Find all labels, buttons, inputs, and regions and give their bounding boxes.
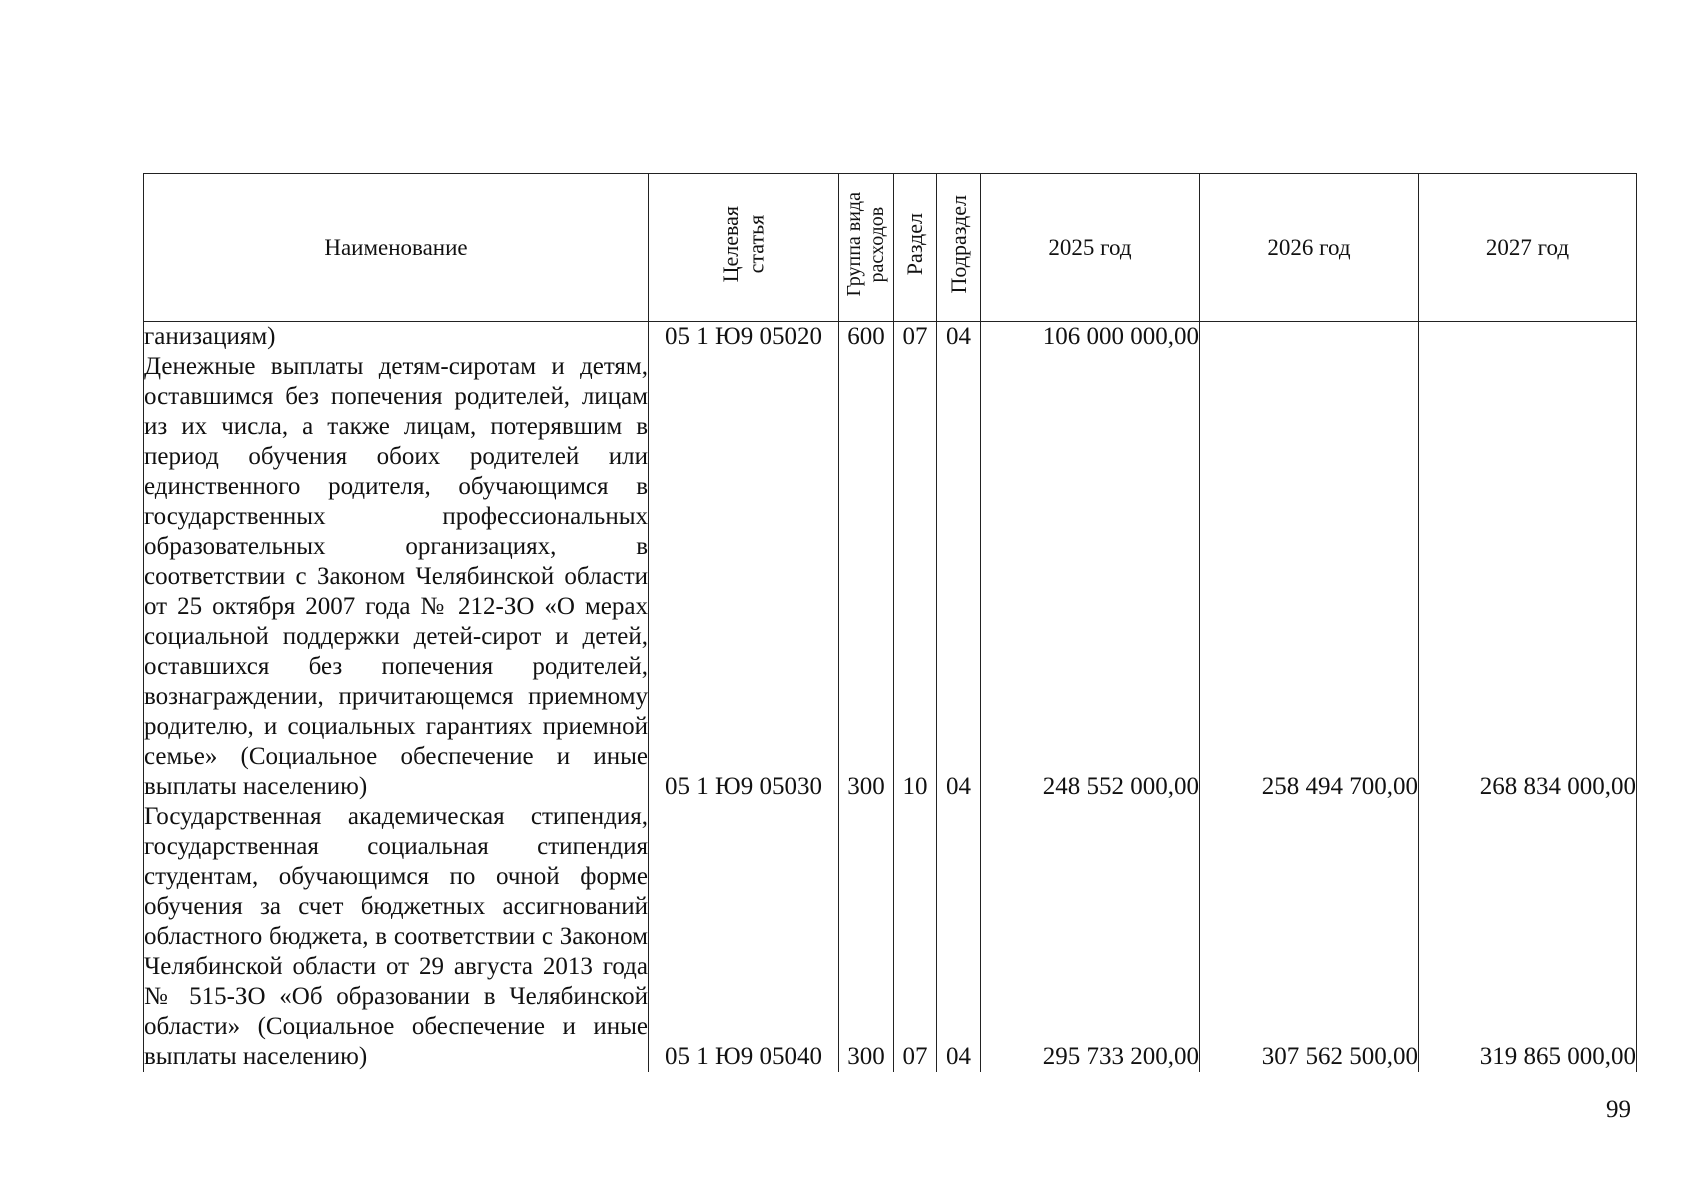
row-amount-2025: 248 552 000,00 — [981, 352, 1200, 802]
page-number: 99 — [1606, 1096, 1631, 1123]
header-2026: 2026 год — [1200, 174, 1419, 322]
row-name: Государственная академическая стипендия, государственная социальная стипендия студентам, обучающимся по очной форме обучения за счет бюджетных ассигнований областного бюджета, в соответствии с Законом Челябинской области от 29 августа 2013 года № 515-ЗО «Об образовании в Челябинской области» (Социальное обеспечение и иные выплаты населению) — [144, 803, 648, 1070]
header-target-article: Целевая статья — [649, 174, 839, 322]
row-expense-group: 300 — [839, 352, 894, 802]
row-amount-2026: 307 562 500,00 — [1200, 802, 1419, 1072]
header-2027: 2027 год — [1419, 174, 1637, 322]
row-amount-2026 — [1200, 322, 1419, 353]
row-amount-2027: 268 834 000,00 — [1419, 352, 1637, 802]
row-section: 10 — [894, 352, 937, 802]
row-name: Денежные выплаты детям-сиротам и детям, оставшимся без попечения родителей, лицам из их числа, а также лицам, потерявшим в период обучения обоих родителей или единственного родителя, обучающимся в государственных профессиональных образовательных организациях, в соответствии с Законом Челябинской области от 25 октября 2007 года № 212-ЗО «О мерах социальной поддержки детей-сирот и детей, оставшихся без попечения родителей, вознаграждении, причитающемся приемному родителю, и социальных гарантиях приемной семье» (Социальное обеспечение и иные выплаты населению) — [144, 353, 648, 800]
budget-table — [143, 173, 1637, 1072]
header-section: Раздел — [894, 174, 937, 322]
table-row — [144, 322, 1637, 353]
row-target-article: 05 1 Ю9 05040 — [649, 802, 839, 1072]
row-subsection: 04 — [937, 322, 981, 353]
table-row — [144, 802, 1637, 1072]
row-section: 07 — [894, 802, 937, 1072]
row-target-article: 05 1 Ю9 05020 — [649, 322, 839, 353]
row-amount-2027 — [1419, 322, 1637, 353]
row-subsection: 04 — [937, 802, 981, 1072]
row-section: 07 — [894, 322, 937, 353]
table-row — [144, 352, 1637, 802]
header-name: Наименование — [144, 174, 649, 322]
table-header-row — [144, 174, 1637, 322]
row-name: ганизациям) — [144, 322, 649, 353]
row-subsection: 04 — [937, 352, 981, 802]
row-target-article: 05 1 Ю9 05030 — [649, 352, 839, 802]
row-amount-2027: 319 865 000,00 — [1419, 802, 1637, 1072]
header-2025: 2025 год — [981, 174, 1200, 322]
row-amount-2025: 295 733 200,00 — [981, 802, 1200, 1072]
header-expense-group: Группа вида расходов — [839, 174, 894, 322]
row-expense-group: 300 — [839, 802, 894, 1072]
row-amount-2025: 106 000 000,00 — [981, 322, 1200, 353]
row-expense-group: 600 — [839, 322, 894, 353]
row-amount-2026: 258 494 700,00 — [1200, 352, 1419, 802]
header-subsection: Подраздел — [937, 174, 981, 322]
